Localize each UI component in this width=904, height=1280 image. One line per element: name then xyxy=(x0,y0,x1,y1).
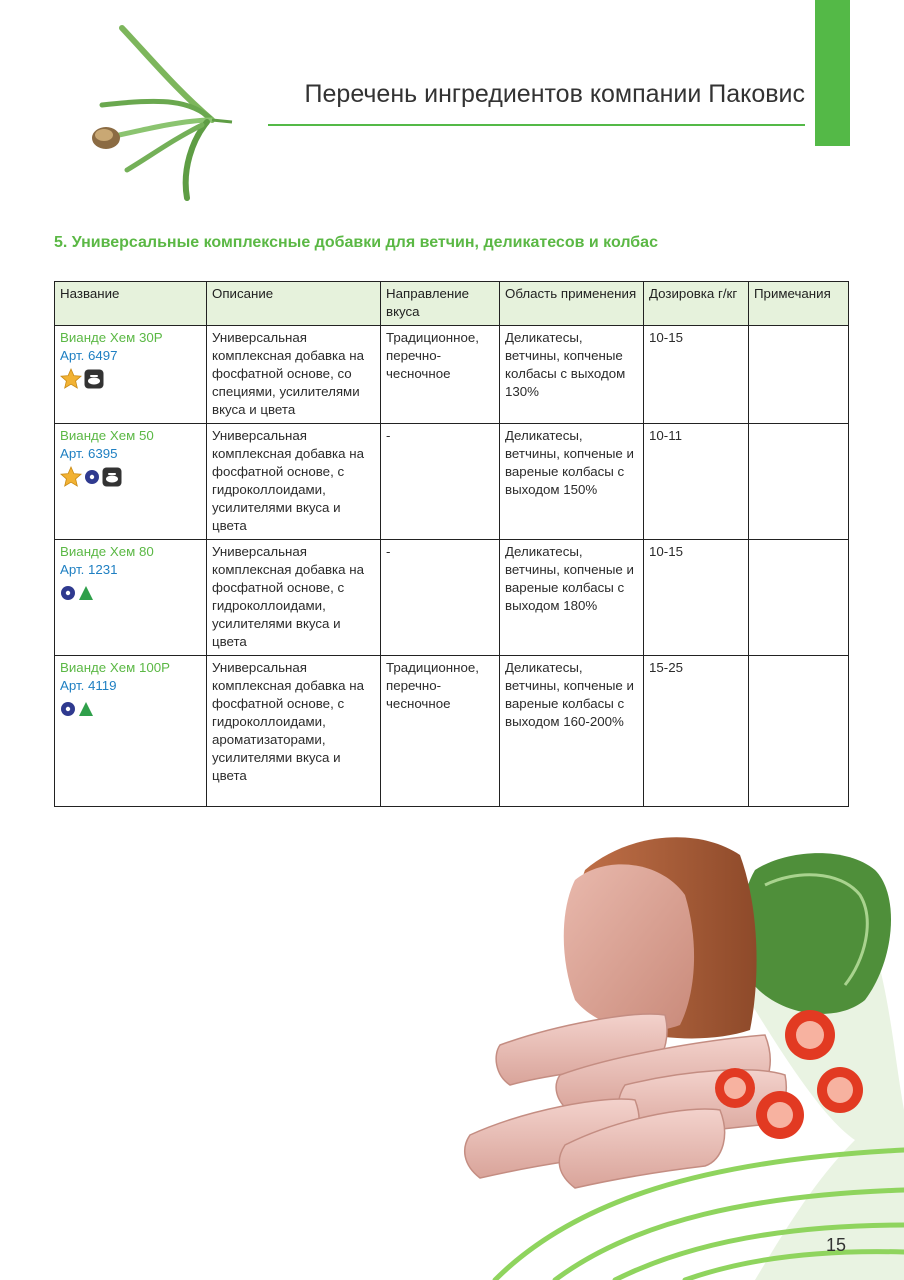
product-article: Арт. 6497 xyxy=(60,348,118,363)
product-article: Арт. 1231 xyxy=(60,562,118,577)
circle-icon xyxy=(60,701,76,717)
column-header: Область применения xyxy=(500,282,644,326)
notes-cell xyxy=(749,656,849,807)
description-cell: Универсальная комплексная добавка на фосфатной основе, с гидроколлоидами, усилителями вкуса и цвета xyxy=(207,424,381,540)
triangle-icon xyxy=(78,585,94,601)
table-row xyxy=(55,540,849,656)
triangle-icon xyxy=(78,701,94,717)
table-row xyxy=(55,326,849,424)
flavor-cell: Традиционное, перечно-чесночное xyxy=(381,656,500,807)
application-cell: Деликатесы, ветчины, копченые и вареные колбасы с выходом 180% xyxy=(500,540,644,656)
star-icon xyxy=(60,368,82,390)
table-row xyxy=(55,424,849,540)
notes-cell xyxy=(749,424,849,540)
product-icons xyxy=(60,466,201,488)
pot-icon xyxy=(84,369,104,389)
column-header: Примечания xyxy=(749,282,849,326)
product-icons xyxy=(60,582,201,604)
table-header-row xyxy=(55,282,849,326)
application-cell: Деликатесы, ветчины, копченые и вареные колбасы с выходом 150% xyxy=(500,424,644,540)
column-header: Направление вкуса xyxy=(381,282,500,326)
dosage-cell: 15-25 xyxy=(644,656,749,807)
flavor-cell: Традиционное, перечно-чесночное xyxy=(381,326,500,424)
dosage-cell: 10-15 xyxy=(644,540,749,656)
section-title: 5. Универсальные комплексные добавки для ветчин, деликатесов и колбас xyxy=(54,234,658,251)
page-number: 15 xyxy=(826,1235,847,1255)
product-icons xyxy=(60,368,201,390)
notes-cell xyxy=(749,540,849,656)
green-corner-tab xyxy=(815,0,850,146)
product-name: Вианде Хем 80 xyxy=(60,544,154,559)
column-header: Дозировка г/кг xyxy=(644,282,749,326)
column-header: Название xyxy=(55,282,207,326)
column-header: Описание xyxy=(207,282,381,326)
product-icons xyxy=(60,698,201,720)
flavor-cell: - xyxy=(381,540,500,656)
application-cell: Деликатесы, ветчины, копченые колбасы с выходом 130% xyxy=(500,326,644,424)
product-name: Вианде Хем 100Р xyxy=(60,660,171,675)
application-cell: Деликатесы, ветчины, копченые и вареные колбасы с выходом 160-200% xyxy=(500,656,644,807)
notes-cell xyxy=(749,326,849,424)
dosage-cell: 10-11 xyxy=(644,424,749,540)
product-name: Вианде Хем 50 xyxy=(60,428,154,443)
dosage-cell: 10-15 xyxy=(644,326,749,424)
page-header-title: Перечень ингредиентов компании Паковис xyxy=(304,80,805,108)
description-cell: Универсальная комплексная добавка на фосфатной основе, с гидроколлоидами, усилителями вкуса и цвета xyxy=(207,540,381,656)
star-icon xyxy=(60,466,82,488)
header-divider xyxy=(268,124,805,126)
product-name: Вианде Хем 30Р xyxy=(60,330,163,345)
product-cell xyxy=(55,540,207,656)
ham-food-photo xyxy=(455,800,904,1280)
product-article: Арт. 6395 xyxy=(60,446,118,461)
product-cell xyxy=(55,656,207,807)
product-cell xyxy=(55,326,207,424)
circle-icon xyxy=(84,469,100,485)
table-row xyxy=(55,656,849,807)
circle-icon xyxy=(60,585,76,601)
herb-illustration xyxy=(82,20,242,205)
description-cell: Универсальная комплексная добавка на фосфатной основе, с гидроколлоидами, ароматизаторами, усилителями вкуса и цвета xyxy=(207,656,381,807)
ingredients-table xyxy=(54,281,849,807)
pot-icon xyxy=(102,467,122,487)
description-cell: Универсальная комплексная добавка на фосфатной основе, со специями, усилителями вкуса и цвета xyxy=(207,326,381,424)
flavor-cell: - xyxy=(381,424,500,540)
product-cell xyxy=(55,424,207,540)
product-article: Арт. 4119 xyxy=(60,678,117,693)
